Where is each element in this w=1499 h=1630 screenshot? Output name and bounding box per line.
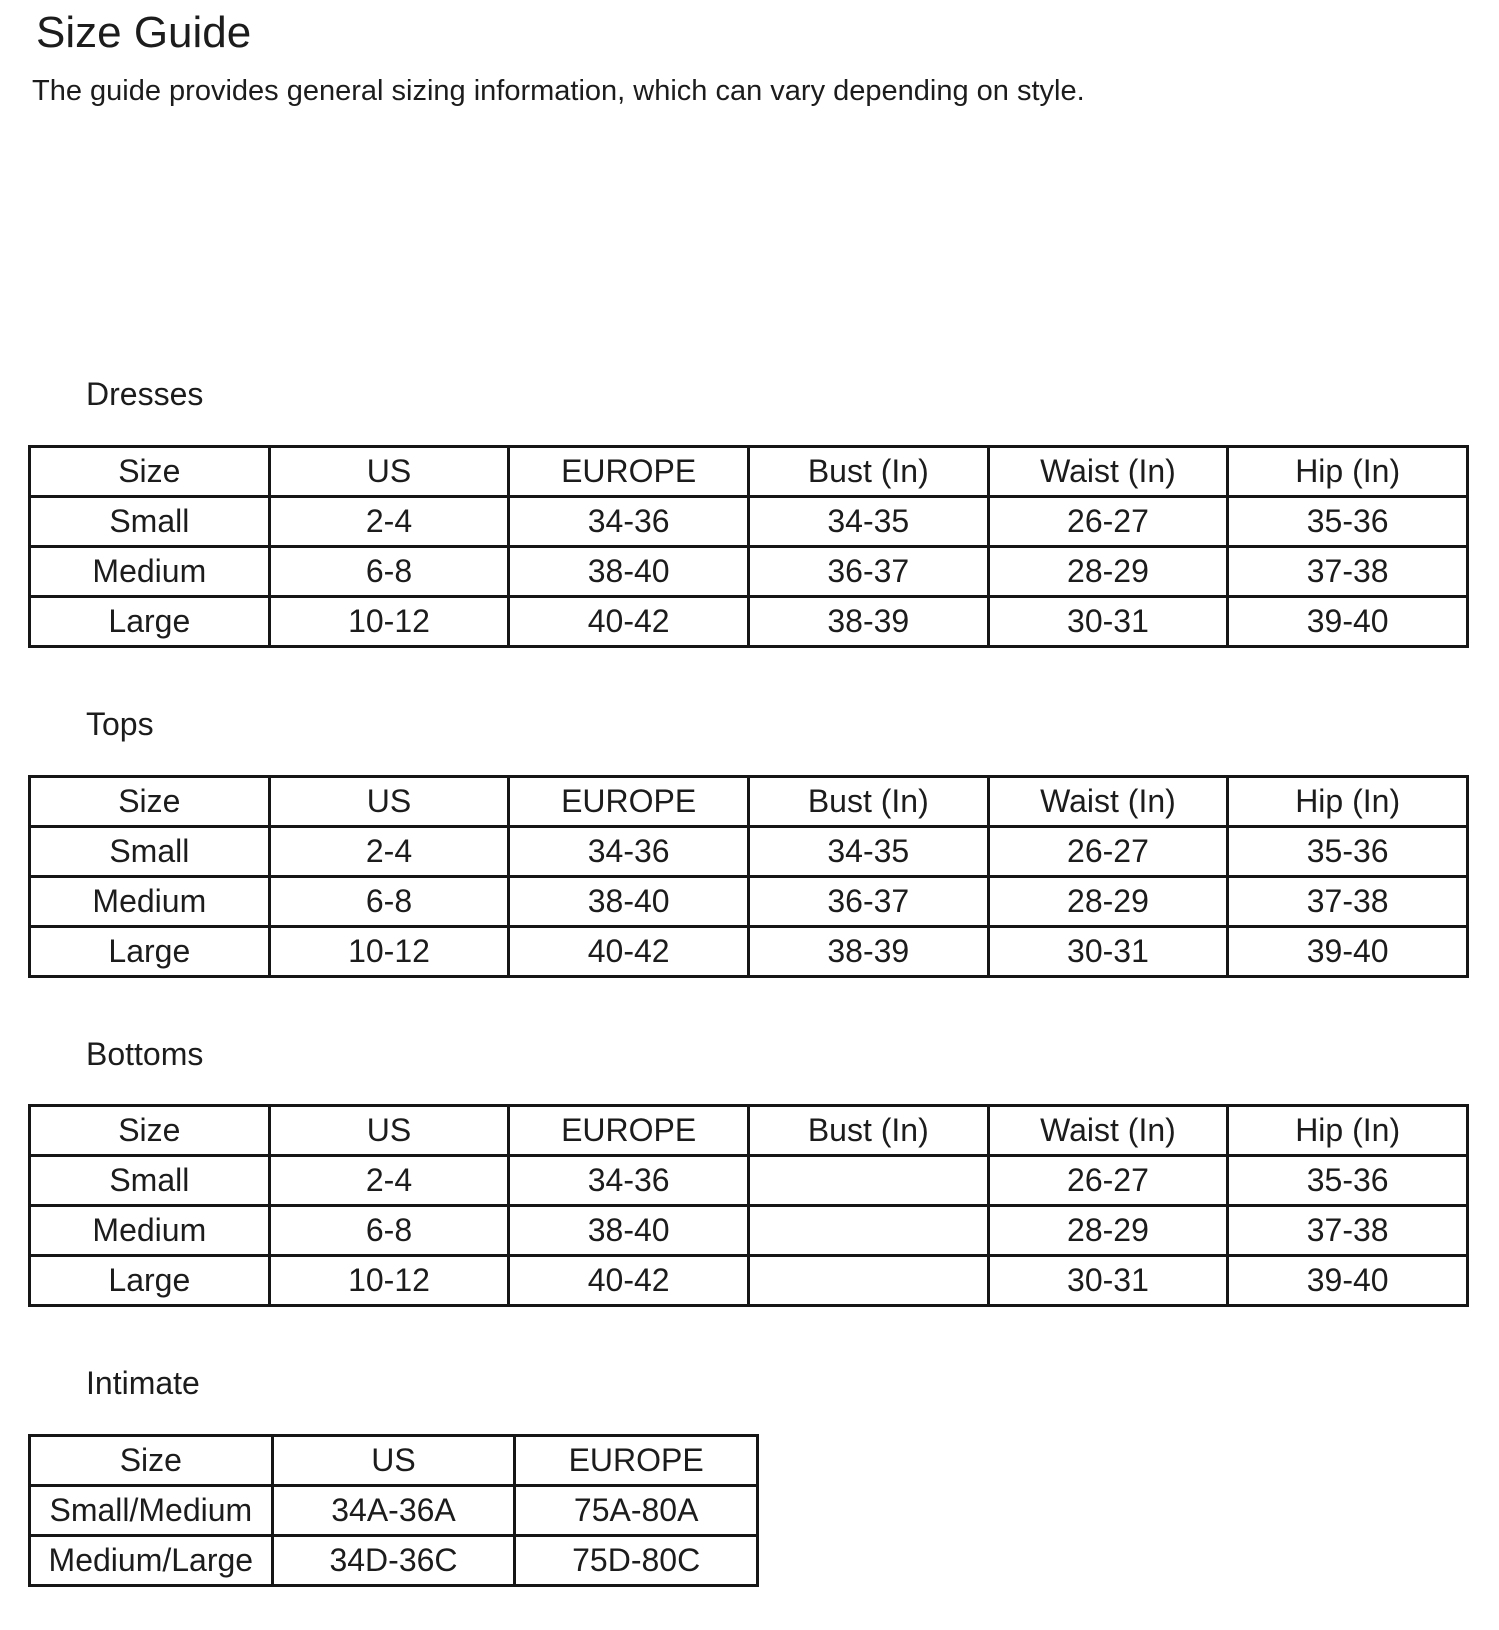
table-cell: 38-40: [509, 546, 749, 596]
table-cell: Medium/Large: [30, 1536, 273, 1586]
table-cell: [748, 1156, 988, 1206]
table-cell: 39-40: [1228, 1256, 1468, 1306]
column-header: Bust (In): [748, 776, 988, 826]
table-cell: 37-38: [1228, 546, 1468, 596]
table-cell: 2-4: [269, 1156, 509, 1206]
table-cell: Large: [30, 926, 270, 976]
table-cell: 34-35: [748, 826, 988, 876]
table-cell: 10-12: [269, 926, 509, 976]
table-row: [30, 876, 1468, 926]
size-table: [28, 1434, 759, 1587]
table-cell: 40-42: [509, 926, 749, 976]
table-cell: 6-8: [269, 1206, 509, 1256]
table-cell: 36-37: [748, 876, 988, 926]
size-tables-container: [28, 376, 1471, 1587]
table-row: [30, 926, 1468, 976]
table-cell: 34-35: [748, 496, 988, 546]
column-header: Size: [30, 446, 270, 496]
table-cell: 37-38: [1228, 1206, 1468, 1256]
size-guide-section: [28, 1036, 1471, 1308]
table-cell: 34A-36A: [272, 1486, 515, 1536]
column-header: Hip (In): [1228, 446, 1468, 496]
column-header: US: [269, 1106, 509, 1156]
table-cell: Small: [30, 496, 270, 546]
table-cell: 34D-36C: [272, 1536, 515, 1586]
table-cell: Large: [30, 596, 270, 646]
table-row: [30, 496, 1468, 546]
table-row: [30, 1536, 758, 1586]
table-cell: 34-36: [509, 496, 749, 546]
table-cell: Medium: [30, 876, 270, 926]
column-header: US: [269, 446, 509, 496]
table-cell: 39-40: [1228, 596, 1468, 646]
table-cell: 38-40: [509, 876, 749, 926]
section-label: Tops: [86, 705, 154, 742]
table-cell: Small: [30, 826, 270, 876]
column-header: Waist (In): [988, 446, 1228, 496]
column-header: Waist (In): [988, 1106, 1228, 1156]
column-header: Hip (In): [1228, 776, 1468, 826]
size-table: [28, 775, 1469, 978]
column-header: Hip (In): [1228, 1106, 1468, 1156]
table-cell: 34-36: [509, 826, 749, 876]
column-header: Size: [30, 1106, 270, 1156]
column-header: US: [272, 1436, 515, 1486]
table-row: [30, 546, 1468, 596]
table-header-row: [30, 1106, 1468, 1156]
table-cell: 30-31: [988, 926, 1228, 976]
section-label: Dresses: [86, 375, 204, 412]
table-row: [30, 1256, 1468, 1306]
section-label: Bottoms: [86, 1035, 204, 1072]
table-header-row: [30, 446, 1468, 496]
table-cell: 6-8: [269, 876, 509, 926]
table-cell: 36-37: [748, 546, 988, 596]
table-cell: Medium: [30, 546, 270, 596]
table-cell: 35-36: [1228, 496, 1468, 546]
table-cell: 10-12: [269, 596, 509, 646]
table-cell: 30-31: [988, 1256, 1228, 1306]
column-header: EUROPE: [509, 776, 749, 826]
table-cell: 75D-80C: [515, 1536, 758, 1586]
table-cell: 38-39: [748, 596, 988, 646]
table-header-row: [30, 1436, 758, 1486]
column-header: Size: [30, 776, 270, 826]
table-cell: 30-31: [988, 596, 1228, 646]
column-header: Bust (In): [748, 1106, 988, 1156]
column-header: Size: [30, 1436, 273, 1486]
table-cell: 28-29: [988, 876, 1228, 926]
column-header: US: [269, 776, 509, 826]
table-cell: [748, 1256, 988, 1306]
size-guide-section: [28, 376, 1471, 648]
table-cell: 39-40: [1228, 926, 1468, 976]
table-cell: [748, 1206, 988, 1256]
table-cell: 38-39: [748, 926, 988, 976]
table-cell: 26-27: [988, 1156, 1228, 1206]
page-title: Size Guide: [36, 8, 252, 57]
column-header: EUROPE: [509, 446, 749, 496]
table-cell: 26-27: [988, 496, 1228, 546]
table-cell: Small: [30, 1156, 270, 1206]
column-header: Bust (In): [748, 446, 988, 496]
column-header: EUROPE: [509, 1106, 749, 1156]
size-table: [28, 1104, 1469, 1307]
table-row: [30, 1156, 1468, 1206]
table-header-row: [30, 776, 1468, 826]
table-row: [30, 1486, 758, 1536]
table-cell: 28-29: [988, 1206, 1228, 1256]
column-header: EUROPE: [515, 1436, 758, 1486]
table-cell: 38-40: [509, 1206, 749, 1256]
page-subtitle: The guide provides general sizing information, which can vary depending on style.: [32, 74, 1085, 107]
table-cell: 37-38: [1228, 876, 1468, 926]
table-cell: 40-42: [509, 596, 749, 646]
table-row: [30, 1206, 1468, 1256]
column-header: Waist (In): [988, 776, 1228, 826]
table-cell: Large: [30, 1256, 270, 1306]
table-cell: 34-36: [509, 1156, 749, 1206]
table-cell: 35-36: [1228, 826, 1468, 876]
table-cell: Medium: [30, 1206, 270, 1256]
table-row: [30, 596, 1468, 646]
section-label: Intimate: [86, 1365, 200, 1402]
table-cell: 10-12: [269, 1256, 509, 1306]
table-cell: 28-29: [988, 546, 1228, 596]
size-guide-section: [28, 1365, 1471, 1587]
table-cell: 35-36: [1228, 1156, 1468, 1206]
size-table: [28, 445, 1469, 648]
table-cell: 75A-80A: [515, 1486, 758, 1536]
table-row: [30, 826, 1468, 876]
table-cell: Small/Medium: [30, 1486, 273, 1536]
table-cell: 6-8: [269, 546, 509, 596]
table-cell: 40-42: [509, 1256, 749, 1306]
size-guide-section: [28, 706, 1471, 978]
table-cell: 2-4: [269, 826, 509, 876]
table-cell: 2-4: [269, 496, 509, 546]
table-cell: 26-27: [988, 826, 1228, 876]
